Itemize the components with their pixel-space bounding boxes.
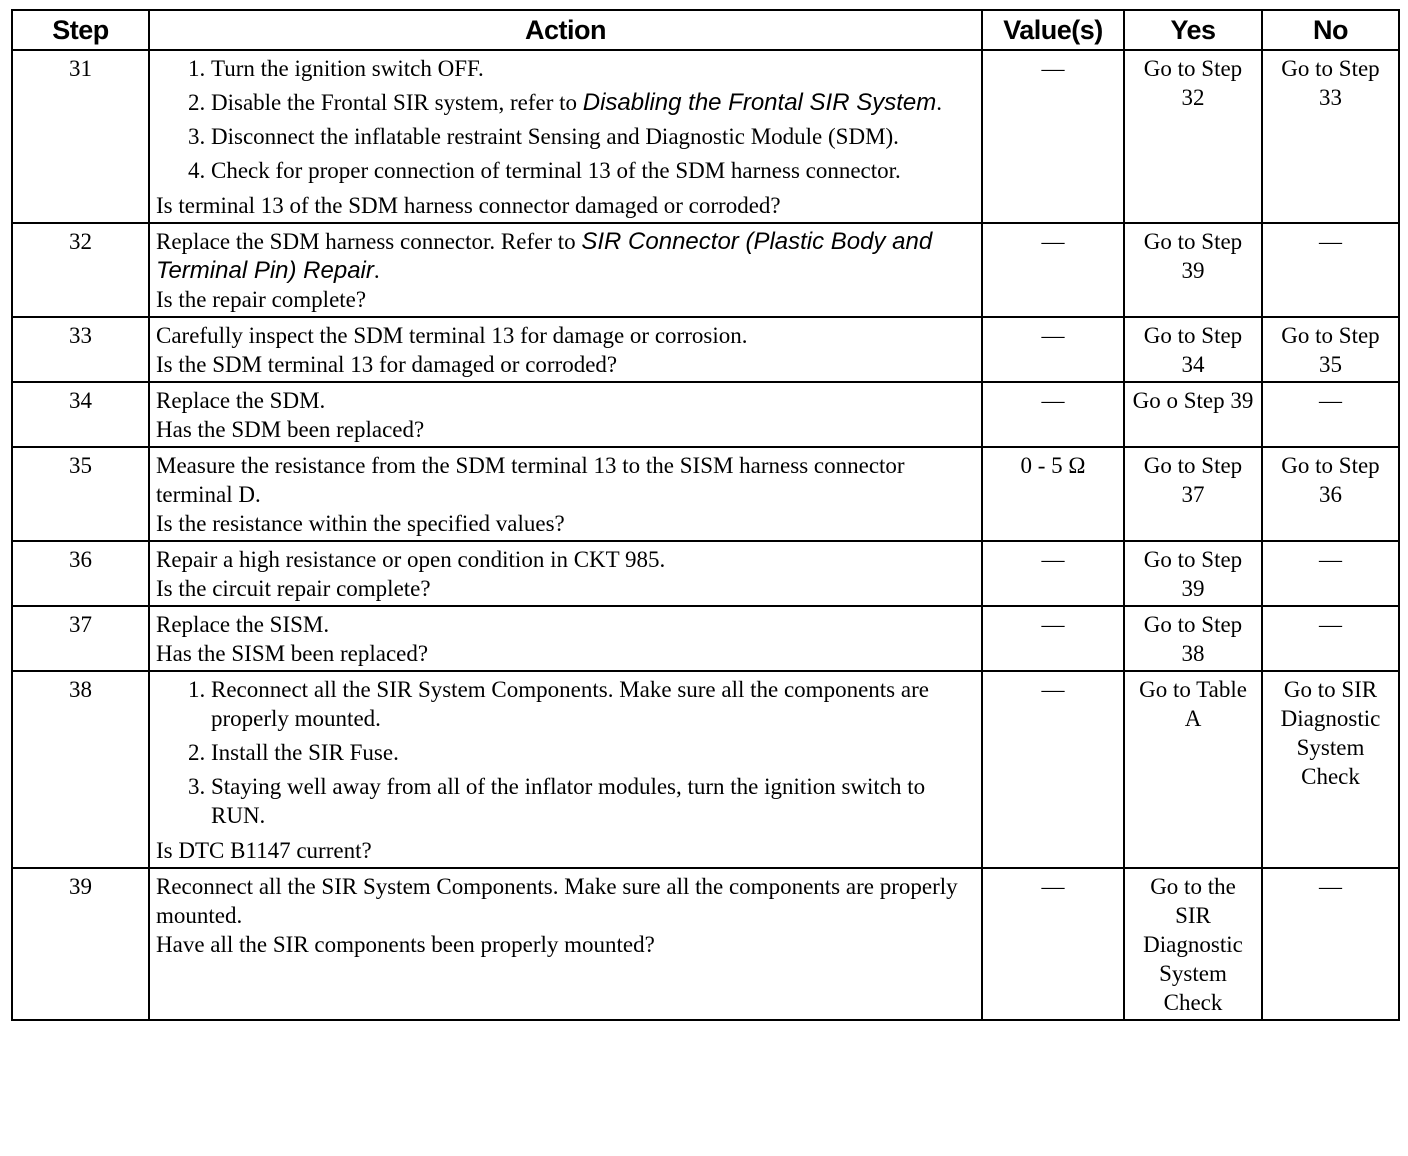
value-cell: — [982,606,1124,671]
header-no: No [1262,10,1399,50]
action-text-body: Repair a high resistance or open condition in CKT 985. [156,547,666,572]
table-body [12,50,1399,1020]
action-step-text: Check for proper connection of terminal 13 of the SDM harness connector. [211,158,901,183]
header-step: Step [12,10,149,50]
step-number: 34 [12,382,149,447]
table-row [12,447,1399,541]
yes-cell: Go to Step 39 [1124,541,1262,606]
no-cell: — [1262,868,1399,1020]
yes-cell: Go to Step 39 [1124,223,1262,317]
action-step-text: Disable the Frontal SIR system, refer to [211,90,583,115]
step-number: 31 [12,50,149,223]
header-row [12,10,1399,50]
action-step [211,54,975,83]
action-cell [149,317,982,382]
value-cell: — [982,671,1124,868]
value-cell: — [982,382,1124,447]
value-cell: — [982,50,1124,223]
action-text-body: Reconnect all the SIR System Components. Make sure all the components are properly mounted. [156,874,958,928]
reference-link[interactable]: Disabling the Frontal SIR System [582,89,937,116]
no-cell: — [1262,223,1399,317]
action-step-text: Reconnect all the SIR System Components. Make sure all the components are properly mounted. [211,677,929,731]
value-cell: — [982,317,1124,382]
yes-cell: Go to the SIR Diagnostic System Check [1124,868,1262,1020]
action-step-text: Install the SIR Fuse. [211,740,399,765]
table-row [12,541,1399,606]
action-question: Is terminal 13 of the SDM harness connector damaged or corroded? [156,193,781,218]
action-cell [149,606,982,671]
action-text-body: Carefully inspect the SDM terminal 13 for damage or corrosion. [156,323,748,348]
action-steps-list [156,54,975,185]
table-row [12,868,1399,1020]
action-question: Has the SDM been replaced? [156,417,425,442]
action-cell [149,541,982,606]
action-text [156,545,975,574]
reference-link[interactable]: SIR Connector (Plastic Body and Terminal Pin) Repair [156,228,933,284]
action-step [211,156,975,185]
step-number: 32 [12,223,149,317]
step-number: 38 [12,671,149,868]
step-number: 33 [12,317,149,382]
action-question: Is the circuit repair complete? [156,576,431,601]
yes-cell: Go to Step 34 [1124,317,1262,382]
action-text [156,321,975,350]
action-cell [149,671,982,868]
table-row [12,317,1399,382]
punctuation: . [373,258,380,283]
action-cell [149,447,982,541]
action-step [211,88,975,117]
action-text [156,610,975,639]
action-question: Has the SISM been replaced? [156,641,429,666]
action-cell [149,868,982,1020]
table-row [12,606,1399,671]
value-cell: — [982,868,1124,1020]
step-number: 37 [12,606,149,671]
action-text [156,872,975,930]
action-text-body: Replace the SDM. [156,388,326,413]
step-number: 36 [12,541,149,606]
action-cell [149,50,982,223]
table-row [12,50,1399,223]
no-cell: — [1262,606,1399,671]
yes-cell: Go to Step 32 [1124,50,1262,223]
action-step-text: Staying well away from all of the inflator modules, turn the ignition switch to RUN. [211,774,926,828]
no-cell: Go to Step 33 [1262,50,1399,223]
no-cell: Go to Step 35 [1262,317,1399,382]
action-step-text: Disconnect the inflatable restraint Sensing and Diagnostic Module (SDM). [211,124,899,149]
value-cell: — [982,541,1124,606]
action-step [211,772,975,830]
header-yes: Yes [1124,10,1262,50]
action-text [156,386,975,415]
yes-cell: Go to Step 38 [1124,606,1262,671]
action-steps-list [156,675,975,830]
step-number: 35 [12,447,149,541]
header-action: Action [149,10,982,50]
table-row [12,382,1399,447]
action-step-text: Turn the ignition switch OFF. [211,56,484,81]
action-step [211,122,975,151]
step-number: 39 [12,868,149,1020]
action-question: Is the resistance within the specified values? [156,511,565,536]
no-cell: Go to Step 36 [1262,447,1399,541]
table-row [12,223,1399,317]
action-text-body: Replace the SDM harness connector. Refer to [156,229,582,254]
header-values: Value(s) [982,10,1124,50]
action-step [211,675,975,733]
no-cell: — [1262,382,1399,447]
action-question: Have all the SIR components been properly mounted? [156,932,655,957]
action-step [211,738,975,767]
action-question: Is DTC B1147 current? [156,838,372,863]
yes-cell: Go to Step 37 [1124,447,1262,541]
yes-cell: Go to Table A [1124,671,1262,868]
value-cell: 0 - 5 Ω [982,447,1124,541]
action-question: Is the repair complete? [156,287,367,312]
action-text [156,227,975,285]
no-cell: Go to SIR Diagnostic System Check [1262,671,1399,868]
action-text-body: Replace the SISM. [156,612,330,637]
action-text-body: Measure the resistance from the SDM terminal 13 to the SISM harness connector terminal D. [156,453,905,507]
action-text [156,451,975,509]
no-cell: — [1262,541,1399,606]
action-cell [149,382,982,447]
table-row [12,671,1399,868]
punctuation: . [936,90,942,115]
action-question: Is the SDM terminal 13 for damaged or corroded? [156,352,618,377]
action-cell [149,223,982,317]
diagnostic-table [11,9,1400,1021]
value-cell: — [982,223,1124,317]
yes-cell: Go o Step 39 [1124,382,1262,447]
